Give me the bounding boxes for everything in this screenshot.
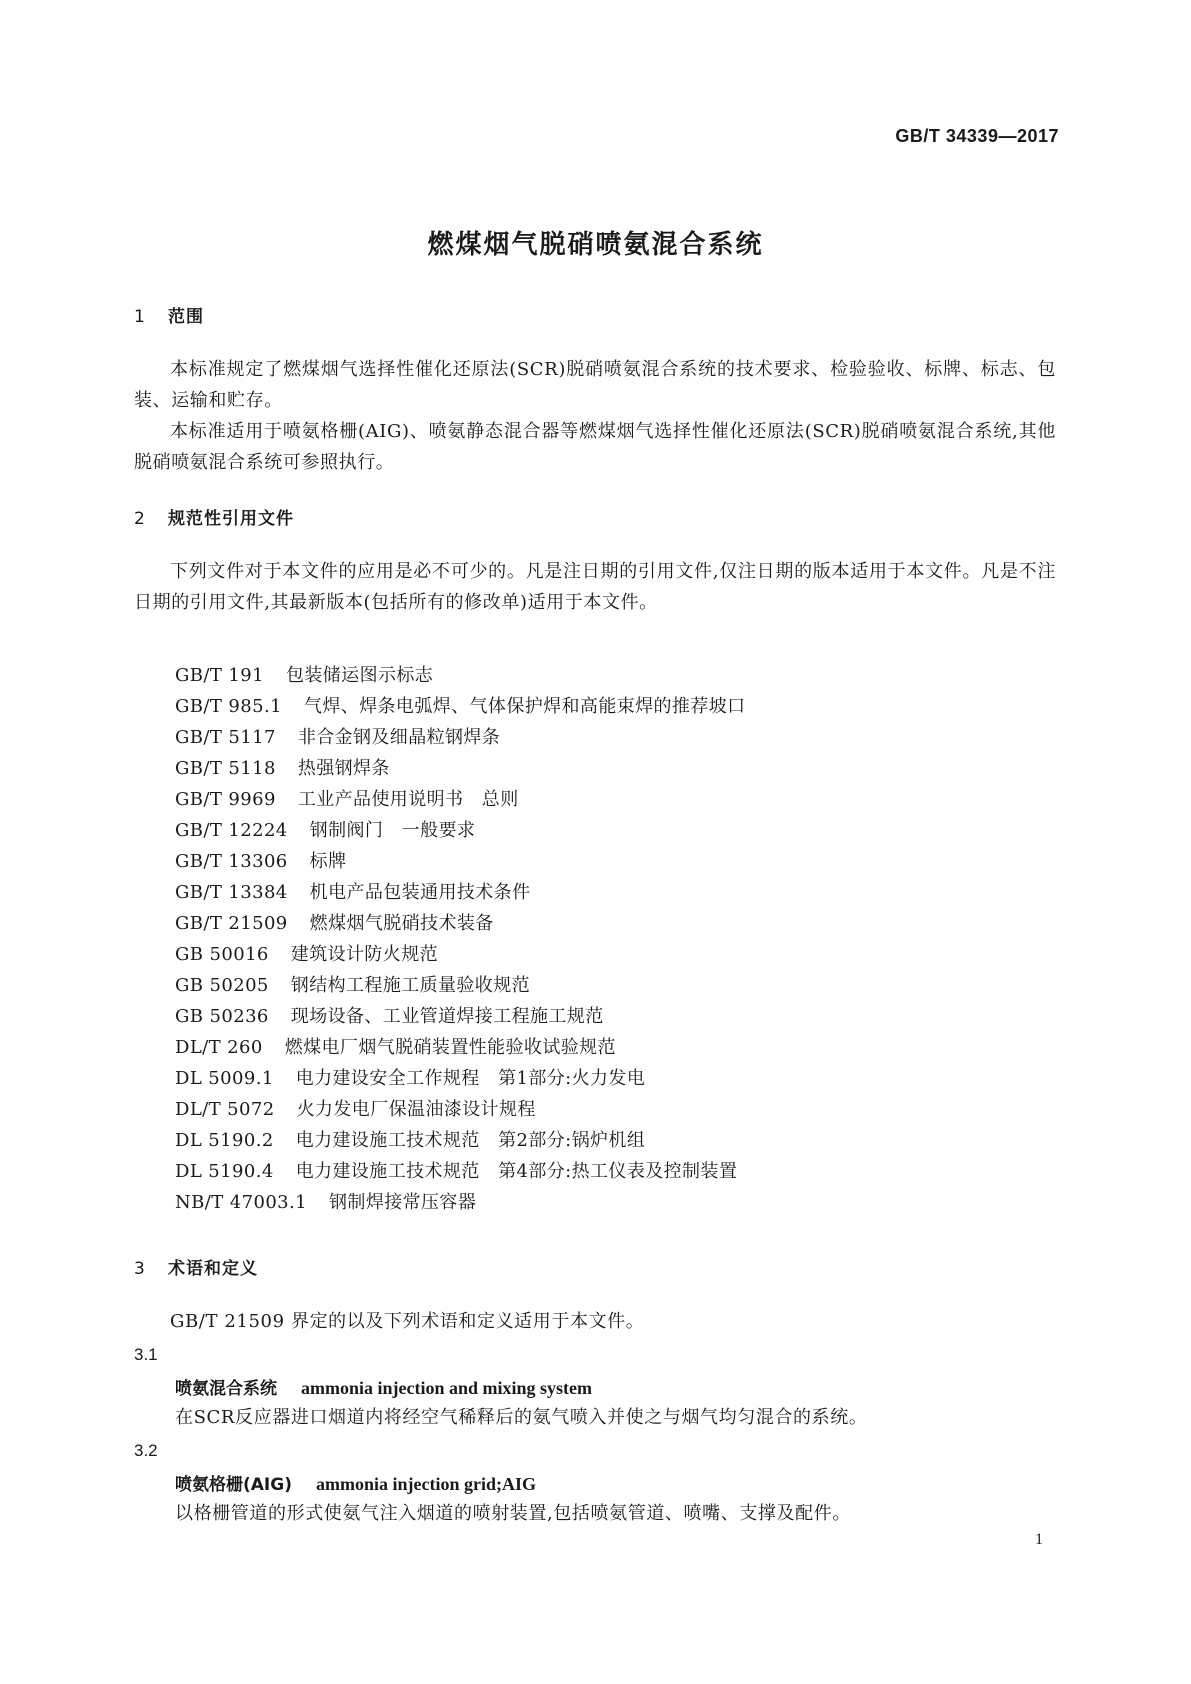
section-title: 术语和定义 bbox=[168, 1259, 258, 1279]
reference-title: 钢制阀门 一般要求 bbox=[309, 820, 476, 841]
reference-item bbox=[175, 722, 746, 753]
section-heading-scope bbox=[134, 302, 204, 327]
term-chinese: 喷氨混合系统 bbox=[175, 1379, 277, 1399]
reference-title: 钢制焊接常压容器 bbox=[329, 1192, 477, 1213]
reference-item bbox=[175, 908, 746, 939]
reference-item bbox=[175, 846, 746, 877]
term-definition: 在SCR反应器进口烟道内将经空气稀释后的氨气喷入并使之与烟气均匀混合的系统。 bbox=[175, 1407, 868, 1428]
reference-item bbox=[175, 1094, 746, 1125]
reference-code: GB/T 12224 bbox=[175, 820, 288, 841]
section-heading-terms bbox=[134, 1254, 258, 1279]
reference-title: 电力建设施工技术规范 第2部分:锅炉机组 bbox=[295, 1130, 646, 1151]
reference-title: 标牌 bbox=[309, 851, 347, 872]
reference-title: 电力建设施工技术规范 第4部分:热工仪表及控制装置 bbox=[295, 1161, 738, 1182]
reference-item bbox=[175, 691, 746, 722]
reference-code: GB/T 9969 bbox=[175, 789, 276, 810]
section-number: 2 bbox=[134, 509, 146, 529]
scope-paragraph: 本标准规定了燃煤烟气选择性催化还原法(SCR)脱硝喷氨混合系统的技术要求、检验验收、标牌、标志、包装、运输和贮存。 bbox=[134, 359, 1056, 411]
terms-intro: GB/T 21509 界定的以及下列术语和定义适用于本文件。 bbox=[170, 1311, 645, 1332]
reference-code: DL/T 260 bbox=[175, 1037, 263, 1058]
reference-title: 电力建设安全工作规程 第1部分:火力发电 bbox=[295, 1068, 646, 1089]
reference-code: GB 50205 bbox=[175, 975, 269, 996]
reference-code: GB 50016 bbox=[175, 944, 269, 965]
clause-number: 3.1 bbox=[134, 1345, 158, 1364]
reference-item bbox=[175, 1063, 746, 1094]
reference-code: DL/T 5072 bbox=[175, 1099, 275, 1120]
reference-title: 火力发电厂保温油漆设计规程 bbox=[296, 1099, 536, 1120]
term-definition: 以格栅管道的形式使氨气注入烟道的喷射装置,包括喷氨管道、喷嘴、支撑及配件。 bbox=[175, 1503, 851, 1524]
reference-title: 热强钢焊条 bbox=[297, 758, 390, 779]
reference-item bbox=[175, 970, 746, 1001]
reference-item bbox=[175, 1125, 746, 1156]
section-number: 1 bbox=[134, 307, 146, 327]
reference-item bbox=[175, 1032, 746, 1063]
reference-item bbox=[175, 877, 746, 908]
reference-title: 包装储运图示标志 bbox=[285, 665, 434, 686]
term-english: ammonia injection grid;AIG bbox=[315, 1474, 536, 1494]
reference-code: GB/T 985.1 bbox=[175, 696, 282, 717]
reference-list bbox=[175, 660, 746, 1218]
reference-code: GB/T 13306 bbox=[175, 851, 288, 872]
term-entry bbox=[175, 1374, 592, 1399]
references-intro: 下列文件对于本文件的应用是必不可少的。凡是注日期的引用文件,仅注日期的版本适用于本文件。凡是不注日期的引用文件,其最新版本(包括所有的修改单)适用于本文件。 bbox=[134, 561, 1056, 613]
reference-title: 钢结构工程施工质量验收规范 bbox=[290, 975, 530, 996]
standard-number: GB/T 34339—2017 bbox=[895, 126, 1059, 146]
section-title: 范围 bbox=[168, 307, 204, 327]
term-chinese: 喷氨格栅(AIG) bbox=[175, 1475, 292, 1495]
reference-title: 气焊、焊条电弧焊、气体保护焊和高能束焊的推荐坡口 bbox=[303, 696, 746, 717]
reference-item bbox=[175, 784, 746, 815]
section-heading-normative-references bbox=[134, 504, 294, 529]
reference-title: 工业产品使用说明书 总则 bbox=[297, 789, 519, 810]
reference-item bbox=[175, 939, 746, 970]
reference-code: GB/T 13384 bbox=[175, 882, 288, 903]
reference-code: GB/T 21509 bbox=[175, 913, 288, 934]
reference-item bbox=[175, 753, 746, 784]
section-number: 3 bbox=[134, 1259, 146, 1279]
reference-title: 机电产品包装通用技术条件 bbox=[309, 882, 531, 903]
reference-title: 燃煤烟气脱硝技术装备 bbox=[309, 913, 494, 934]
section-title: 规范性引用文件 bbox=[168, 509, 294, 529]
reference-title: 非合金钢及细晶粒钢焊条 bbox=[297, 727, 501, 748]
reference-item bbox=[175, 815, 746, 846]
reference-item bbox=[175, 1156, 746, 1187]
reference-title: 现场设备、工业管道焊接工程施工规范 bbox=[290, 1006, 604, 1027]
term-english: ammonia injection and mixing system bbox=[301, 1378, 593, 1398]
reference-title: 燃煤电厂烟气脱硝装置性能验收试验规范 bbox=[284, 1037, 616, 1058]
reference-code: DL 5190.2 bbox=[175, 1130, 274, 1151]
page-number: 1 bbox=[1035, 1531, 1043, 1548]
scope-paragraph: 本标准适用于喷氨格栅(AIG)、喷氨静态混合器等燃煤烟气选择性催化还原法(SCR)脱硝喷氨混合系统,其他脱硝喷氨混合系统可参照执行。 bbox=[134, 421, 1056, 473]
reference-code: DL 5009.1 bbox=[175, 1068, 274, 1089]
reference-item bbox=[175, 1001, 746, 1032]
reference-item bbox=[175, 660, 746, 691]
reference-code: GB/T 5117 bbox=[175, 727, 276, 748]
reference-item bbox=[175, 1187, 746, 1218]
reference-title: 建筑设计防火规范 bbox=[290, 944, 438, 965]
reference-code: NB/T 47003.1 bbox=[175, 1192, 308, 1213]
reference-code: GB/T 5118 bbox=[175, 758, 276, 779]
reference-code: GB/T 191 bbox=[175, 665, 264, 686]
term-entry bbox=[175, 1470, 536, 1495]
clause-number: 3.2 bbox=[134, 1441, 158, 1460]
document-title: 燃煤烟气脱硝喷氨混合系统 bbox=[427, 230, 764, 260]
reference-code: DL 5190.4 bbox=[175, 1161, 274, 1182]
reference-code: GB 50236 bbox=[175, 1006, 269, 1027]
